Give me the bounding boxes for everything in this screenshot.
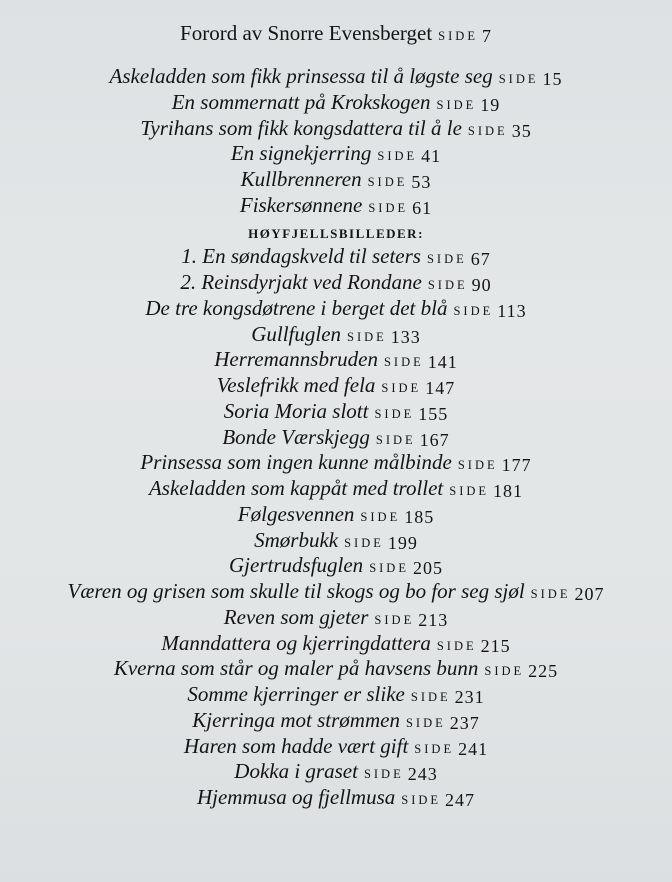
entry-side-label: SIDE <box>363 767 404 782</box>
foreword-entry <box>0 20 672 49</box>
entry-title: 2. Reinsdyrjakt ved Rondane <box>180 270 422 294</box>
entry-page-number: 181 <box>493 481 524 501</box>
entry-side-label: SIDE <box>498 72 539 86</box>
entry-page-number: 35 <box>511 120 532 141</box>
toc-entry <box>0 631 672 657</box>
entry-side-label: SIDE <box>374 406 415 421</box>
toc-entry <box>0 553 672 579</box>
entry-title: Haren som hadde vært gift <box>183 733 409 758</box>
toc-entry <box>0 322 672 348</box>
entry-title: En signekjerring <box>230 141 372 166</box>
entry-page-number: 61 <box>412 197 433 218</box>
entry-title: Kullbrenneren <box>240 167 362 191</box>
toc-entry <box>0 528 672 554</box>
toc-entry <box>0 296 672 322</box>
entry-page-number: 15 <box>542 69 563 89</box>
entry-page-number: 147 <box>425 378 456 398</box>
entry-title: Væren og grisen som skulle til skogs og bo for seg sjøl <box>67 579 525 603</box>
entry-title: De tre kongsdøtrene i berget det blå <box>145 295 448 320</box>
entry-side-label: SIDE <box>436 97 477 112</box>
entry-title: Prinsessa som ingen kunne målbinde <box>140 450 452 475</box>
entry-side-label: SIDE <box>449 484 490 498</box>
entry-title: Hjemmusa og fjellmusa <box>196 785 396 809</box>
entry-side-label: SIDE <box>484 664 525 679</box>
entry-side-label: SIDE <box>369 561 409 576</box>
entry-page-number: 207 <box>574 584 605 604</box>
entry-side-label: SIDE <box>414 741 455 756</box>
entry-page-number: 67 <box>470 249 491 270</box>
toc-entry <box>0 734 672 760</box>
toc-entry <box>0 450 672 476</box>
entry-page-number: 225 <box>528 661 559 682</box>
entry-side-label: SIDE <box>375 432 416 447</box>
toc-entry <box>0 270 672 296</box>
entry-title: 1. En søndagskveld til seters <box>181 244 421 269</box>
entry-page-number: 177 <box>501 455 532 476</box>
toc-entry <box>0 682 672 708</box>
entry-title: Askeladden som fikk prinsessa til å løgste seg <box>109 64 493 88</box>
entry-page-number: 231 <box>454 687 485 707</box>
entry-side-label: SIDE <box>374 612 415 627</box>
toc-entry <box>0 64 672 90</box>
entry-title: Somme kjerringer er slike <box>187 682 405 706</box>
entry-title: Soria Moria slott <box>223 398 369 423</box>
entry-side-label: SIDE <box>383 355 424 370</box>
entry-side-label: SIDE <box>530 587 571 601</box>
toc-entry <box>0 476 672 502</box>
entry-side-label: SIDE <box>344 535 384 550</box>
entry-title: Bonde Værskjegg <box>222 424 370 449</box>
toc-entry <box>0 759 672 785</box>
entry-page-number: 205 <box>412 558 443 579</box>
toc-entry-list <box>0 64 672 811</box>
entry-title: Veslefrikk med fela <box>216 373 376 397</box>
entry-page-number: 241 <box>458 738 489 759</box>
entry-side-label: SIDE <box>453 303 494 318</box>
entry-side-label: SIDE <box>347 329 387 344</box>
entry-page-number: 155 <box>418 403 449 424</box>
entry-title: Askeladden som kappåt med trollet <box>148 476 444 500</box>
entry-side-label: SIDE <box>401 793 442 807</box>
entry-page-number: 213 <box>418 609 449 630</box>
toc-entry <box>0 373 672 399</box>
toc-entry <box>0 425 672 451</box>
entry-page-number: 90 <box>471 275 492 295</box>
entry-page-number: 243 <box>407 764 438 785</box>
entry-side-label: SIDE <box>360 509 401 524</box>
entry-side-label: SIDE <box>367 175 408 189</box>
toc-entry <box>0 656 672 682</box>
section-heading-row <box>0 219 672 245</box>
entry-page-number: 133 <box>390 326 421 347</box>
toc-entry <box>0 579 672 605</box>
entry-title: Gullfuglen <box>251 321 342 346</box>
entry-page-number: 53 <box>411 172 432 192</box>
entry-title: Smørbukk <box>254 527 339 552</box>
entry-title: Kverna som står og maler på havsens bunn <box>113 656 479 681</box>
toc-entry <box>0 502 672 528</box>
entry-side-label: SIDE <box>368 200 409 215</box>
entry-title: Tyrihans som fikk kongsdattera til å le <box>140 115 462 140</box>
entry-side-label: SIDE <box>457 458 498 473</box>
entry-page-number: 113 <box>497 300 527 321</box>
toc-entry <box>0 605 672 631</box>
toc-entry <box>0 90 672 116</box>
toc-entry <box>0 141 672 167</box>
entry-title: Kjerringa mot strømmen <box>192 707 400 732</box>
entry-page-number: 247 <box>445 790 476 810</box>
entry-page-number: 215 <box>480 635 511 656</box>
toc-entry <box>0 116 672 142</box>
entry-page-number: 167 <box>419 429 450 450</box>
entry-title: Manndattera og kjerringdattera <box>161 630 431 655</box>
entry-page-number: 199 <box>387 532 418 553</box>
section-heading: HØYFJELLSBILLEDER: <box>248 225 424 241</box>
entry-title: Herremannsbruden <box>214 347 378 372</box>
entry-title: Fiskersønnene <box>239 192 363 217</box>
entry-page-number: 19 <box>480 94 501 115</box>
foreword-title: Forord av Snorre Evensberget <box>180 21 433 45</box>
entry-title: En sommernatt på Krokskogen <box>171 89 431 114</box>
toc-entry <box>0 193 672 219</box>
foreword-page-number: 7 <box>481 26 492 46</box>
toc-entry <box>0 167 672 193</box>
toc-entry <box>0 347 672 373</box>
foreword-side-label: SIDE <box>438 29 478 43</box>
toc-entry <box>0 244 672 270</box>
entry-title: Reven som gjeter <box>223 604 369 629</box>
entry-side-label: SIDE <box>381 381 422 395</box>
entry-side-label: SIDE <box>405 715 446 730</box>
entry-side-label: SIDE <box>427 278 468 292</box>
entry-title: Følgesvennen <box>237 501 355 526</box>
entry-title: Dokka i graset <box>234 759 358 784</box>
entry-side-label: SIDE <box>467 123 508 138</box>
entry-side-label: SIDE <box>436 638 477 653</box>
entry-page-number: 141 <box>427 352 458 373</box>
entry-page-number: 185 <box>404 506 435 527</box>
toc-entry <box>0 399 672 425</box>
entry-side-label: SIDE <box>426 252 467 267</box>
toc-entry <box>0 708 672 734</box>
entry-page-number: 41 <box>421 146 442 167</box>
entry-side-label: SIDE <box>377 149 418 164</box>
toc-entry <box>0 785 672 811</box>
entry-title: Gjertrudsfuglen <box>229 553 364 578</box>
entry-side-label: SIDE <box>410 690 451 704</box>
entry-page-number: 237 <box>449 712 480 733</box>
